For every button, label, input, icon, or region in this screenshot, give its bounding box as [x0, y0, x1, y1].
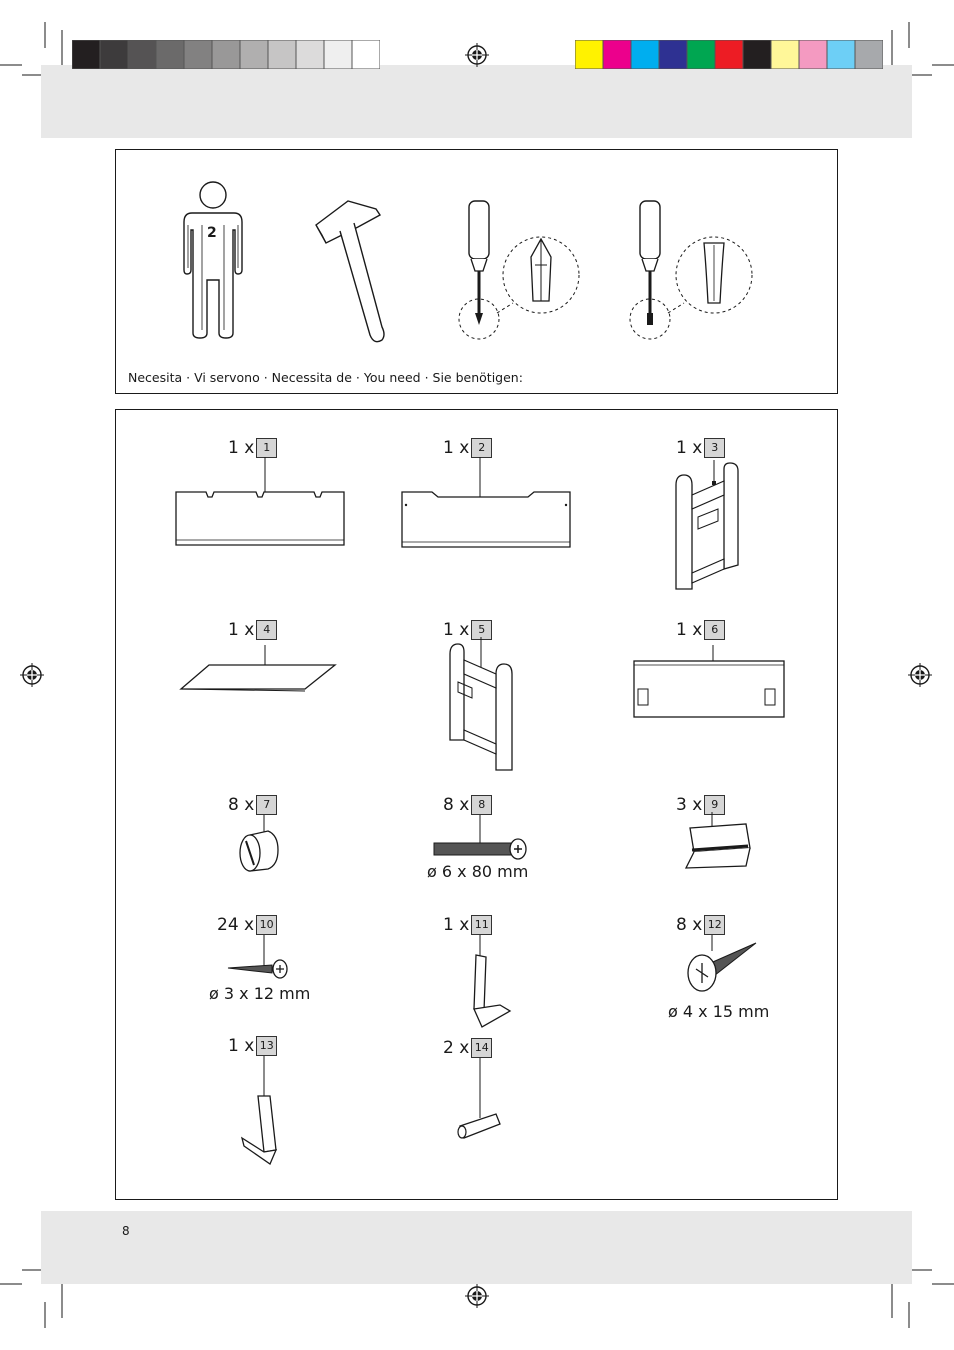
part-8-dimension: ø 6 x 80 mm [427, 862, 529, 881]
part-1-panel-illustration [170, 445, 350, 555]
part-quantity: 8 x [676, 915, 703, 935]
registration-target-icon [465, 1284, 489, 1308]
part-number: 8 [471, 795, 492, 815]
color-swatch [743, 40, 771, 69]
part-number: 14 [471, 1038, 492, 1058]
part-label-8 [443, 795, 492, 815]
part-label-7 [228, 795, 277, 815]
tools-needed-label: Necesita · Vi servono · Necessita de · You need · Sie benötigen: [128, 370, 523, 385]
part-4-board-illustration [175, 625, 345, 715]
part-quantity: 3 x [676, 795, 703, 815]
registration-target-icon [908, 663, 932, 687]
color-swatch [184, 40, 212, 69]
part-9-hinge-illustration [680, 812, 760, 882]
part-quantity: 24 x [217, 915, 255, 935]
page-number: 8 [122, 1224, 130, 1238]
part-label-14 [443, 1038, 492, 1058]
part-label-10 [217, 915, 277, 935]
color-swatch [156, 40, 184, 69]
part-number: 11 [471, 915, 492, 935]
color-swatch [631, 40, 659, 69]
part-11-bracket-illustration [458, 935, 528, 1035]
color-swatch [771, 40, 799, 69]
color-swatch [659, 40, 687, 69]
color-swatch [687, 40, 715, 69]
part-14-dowel-illustration [452, 1058, 512, 1148]
part-quantity: 8 x [443, 795, 470, 815]
part-label-12 [676, 915, 725, 935]
part-quantity: 1 x [443, 620, 470, 640]
color-swatch [72, 40, 100, 69]
part-13-bracket-illustration [234, 1056, 304, 1166]
part-quantity: 1 x [443, 438, 470, 458]
part-7-cam-lock-illustration [234, 815, 294, 875]
color-swatch [799, 40, 827, 69]
part-6-panel-illustration [628, 625, 788, 735]
part-10-screw-illustration [222, 935, 302, 975]
part-12-screw-illustration [680, 935, 770, 995]
color-swatch [827, 40, 855, 69]
footer-band [41, 1211, 912, 1284]
color-swatch [240, 40, 268, 69]
color-swatch [575, 40, 603, 69]
color-swatch [715, 40, 743, 69]
part-quantity: 1 x [443, 915, 470, 935]
part-quantity: 2 x [443, 1038, 470, 1058]
part-number: 5 [471, 620, 492, 640]
part-quantity: 1 x [676, 620, 703, 640]
part-number: 13 [256, 1036, 277, 1056]
part-number: 9 [704, 795, 725, 815]
color-swatch [268, 40, 296, 69]
part-3-side-frame-illustration [668, 455, 758, 605]
part-10-dimension: ø 3 x 12 mm [209, 984, 311, 1003]
color-swatch [212, 40, 240, 69]
color-swatch [128, 40, 156, 69]
persons-count: 2 [207, 225, 217, 241]
part-number: 1 [256, 438, 277, 458]
person-icon [178, 180, 248, 340]
part-number: 7 [256, 795, 277, 815]
part-quantity: 1 x [228, 1036, 255, 1056]
color-swatch [855, 40, 883, 69]
part-2-panel-illustration [396, 445, 576, 555]
part-label-11 [443, 915, 492, 935]
part-quantity: 1 x [228, 620, 255, 640]
part-quantity: 8 x [228, 795, 255, 815]
registration-target-icon [20, 663, 44, 687]
part-12-dimension: ø 4 x 15 mm [668, 1002, 770, 1021]
color-swatch [324, 40, 352, 69]
color-swatch [603, 40, 631, 69]
color-swatch [296, 40, 324, 69]
part-number: 10 [256, 915, 277, 935]
part-quantity: 1 x [228, 438, 255, 458]
color-swatch [100, 40, 128, 69]
flat-screwdriver-icon [626, 195, 756, 345]
header-band [41, 65, 912, 138]
part-number: 12 [704, 915, 725, 935]
part-number: 6 [704, 620, 725, 640]
registration-target-icon [465, 43, 489, 67]
part-8-bolt-illustration [430, 815, 540, 855]
color-swatch [352, 40, 380, 69]
phillips-screwdriver-icon [455, 195, 585, 345]
part-5-side-frame-illustration [440, 632, 530, 782]
hammer-icon [310, 195, 390, 345]
part-number: 2 [471, 438, 492, 458]
part-number: 4 [256, 620, 277, 640]
part-label-13 [228, 1036, 277, 1056]
part-quantity: 1 x [676, 438, 703, 458]
part-number: 3 [704, 438, 725, 458]
